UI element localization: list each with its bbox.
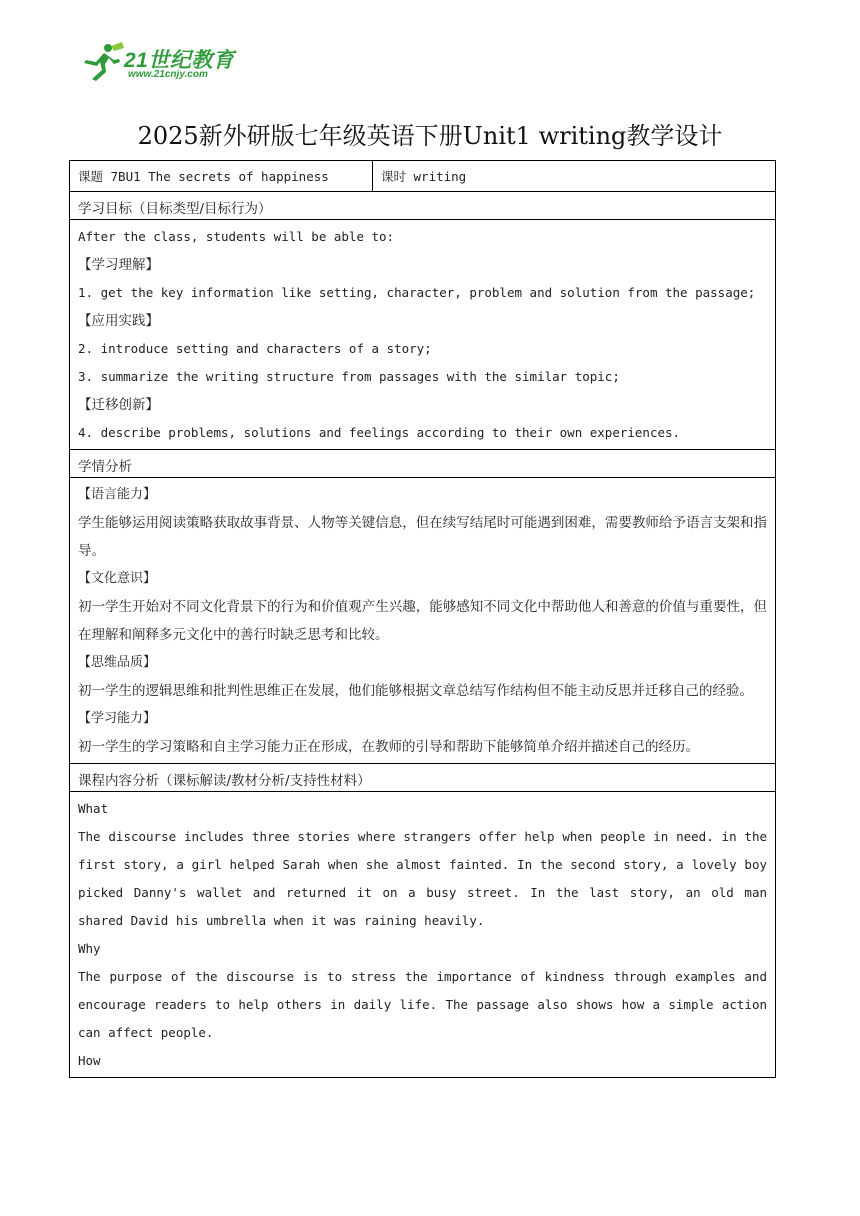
why-paragraph: The purpose of the discourse is to stress the importance of kindness through examples and encourage readers to help others in daily life. The passage also shows how a simple action can affect people. <box>78 969 767 1040</box>
analysis-body <box>70 477 775 763</box>
objective-group-heading: 【学习理解】 <box>78 257 159 273</box>
objective-group-heading: 【迁移创新】 <box>78 397 159 413</box>
logo-url-text: www.21cnjy.com <box>128 69 208 80</box>
content-header: 课程内容分析（课标解读/教材分析/支持性材料） <box>70 763 775 791</box>
objectives-intro: After the class, students will be able to: <box>78 229 395 244</box>
logo <box>78 40 248 84</box>
objective-item: 3. summarize the writing structure from passages with the similar topic; <box>78 369 620 384</box>
objectives-header: 学习目标（目标类型/目标行为） <box>70 191 775 219</box>
objectives-body <box>70 219 775 449</box>
runner-logo-icon <box>78 42 126 82</box>
what-label: What <box>78 801 109 816</box>
topic-row <box>70 161 775 191</box>
how-label: How <box>78 1053 101 1068</box>
analysis-paragraph: 初一学生的逻辑思维和批判性思维正在发展，他们能够根据文章总结写作结构但不能主动反思并迁移自己的经验。 <box>78 683 753 699</box>
what-paragraph: The discourse includes three stories where strangers offer help when people in need. in the first story, a girl helped Sarah when she almost fainted. In the second story, a lovely boy picked Danny's wallet and returned it on a busy street. In the last story, an old man shared David his umbrella when it was raining heavily. <box>78 829 767 928</box>
lesson-plan-table <box>69 160 776 1078</box>
analysis-paragraph: 学生能够运用阅读策略获取故事背景、人物等关键信息，但在续写结尾时可能遇到困难，需要教师给予语言支架和指导。 <box>78 515 767 559</box>
topic-cell: 课题 7BU1 The secrets of happiness <box>70 161 373 191</box>
objective-item: 2. introduce setting and characters of a story; <box>78 341 432 356</box>
analysis-heading: 【思维品质】 <box>78 655 157 670</box>
period-cell: 课时 writing <box>381 169 467 184</box>
analysis-heading: 【学习能力】 <box>78 711 157 726</box>
analysis-heading: 【语言能力】 <box>78 487 157 502</box>
objective-item: 4. describe problems, solutions and feelings according to their own experiences. <box>78 425 681 440</box>
content-body <box>70 791 775 1077</box>
analysis-paragraph: 初一学生的学习策略和自主学习能力正在形成，在教师的引导和帮助下能够简单介绍并描述自己的经历。 <box>78 739 699 755</box>
objective-group-heading: 【应用实践】 <box>78 313 159 329</box>
analysis-header: 学情分析 <box>70 449 775 477</box>
analysis-heading: 【文化意识】 <box>78 571 157 586</box>
analysis-paragraph: 初一学生开始对不同文化背景下的行为和价值观产生兴趣，能够感知不同文化中帮助他人和善意的价值与重要性，但在理解和阐释多元文化中的善行时缺乏思考和比较。 <box>78 599 767 643</box>
why-label: Why <box>78 941 101 956</box>
document-title: 2025新外研版七年级英语下册Unit1 writing教学设计 <box>137 122 723 150</box>
objective-item: 1. get the key information like setting, character, problem and solution from the passage; <box>78 285 756 300</box>
logo-brand-text: 21世纪教育 <box>124 49 235 72</box>
